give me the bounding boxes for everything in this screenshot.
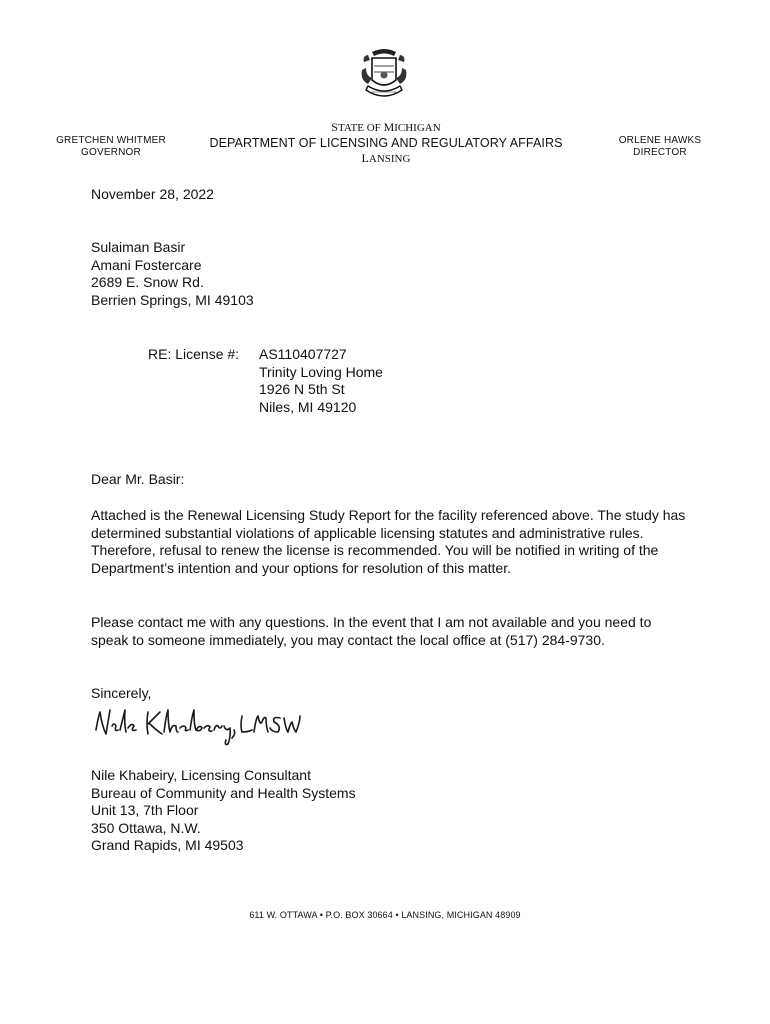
recipient-address bbox=[91, 239, 254, 309]
recipient-line: Amani Fostercare bbox=[91, 256, 202, 273]
director-name: ORLENE HAWKS bbox=[618, 135, 702, 146]
governor-title: GOVERNOR bbox=[81, 147, 141, 158]
footer-address: 611 W. OTTAWA • P.O. BOX 30664 • LANSING, MICHIGAN 48909 bbox=[249, 910, 521, 920]
letter-date: November 28, 2022 bbox=[91, 186, 214, 202]
sender-block bbox=[91, 767, 356, 855]
re-details bbox=[259, 346, 383, 416]
sender-line: Grand Rapids, MI 49503 bbox=[91, 837, 244, 853]
state-line bbox=[200, 120, 572, 135]
state-rest: TATE OF bbox=[337, 122, 384, 134]
sender-line: Bureau of Community and Health Systems bbox=[91, 784, 356, 801]
governor-block bbox=[52, 135, 170, 159]
sender-line: Unit 13, 7th Floor bbox=[91, 802, 199, 818]
director-title: DIRECTOR bbox=[633, 147, 687, 158]
recipient-line: 2689 E. Snow Rd. bbox=[91, 274, 204, 290]
sender-line: Nile Khabeiry, Licensing Consultant bbox=[91, 767, 311, 783]
body-paragraph-1: Attached is the Renewal Licensing Study Report for the facility referenced above. The study has determined substantial violations of applicable licensing statutes and administrative rules. Therefore, refusal to renew the license is recommended. You will be notified in writing of the Department’s intention and your options for resolution of this matter. bbox=[91, 507, 686, 576]
salutation: Dear Mr. Basir: bbox=[91, 471, 185, 487]
re-line: Niles, MI 49120 bbox=[259, 398, 357, 415]
michigan-state-seal-icon bbox=[358, 46, 410, 104]
sender-line: 350 Ottawa, N.W. bbox=[91, 819, 201, 836]
department-header bbox=[200, 120, 572, 167]
department-name: DEPARTMENT OF LICENSING AND REGULATORY AFFAIRS bbox=[209, 136, 563, 150]
city-rest: ANSING bbox=[368, 153, 411, 165]
governor-name: GRETCHEN WHITMER bbox=[56, 135, 166, 146]
director-block bbox=[608, 135, 712, 159]
city-initial: L bbox=[361, 151, 369, 165]
re-line: Trinity Loving Home bbox=[259, 363, 383, 380]
re-label: RE: License #: bbox=[148, 346, 240, 362]
recipient-line: Berrien Springs, MI 49103 bbox=[91, 291, 254, 308]
state-m-initial: M bbox=[383, 120, 395, 134]
recipient-line: Sulaiman Basir bbox=[91, 239, 186, 255]
re-line: 1926 N 5th St bbox=[259, 381, 345, 397]
state-initial: S bbox=[331, 120, 338, 134]
body-paragraph-2: Please contact me with any questions. In the event that I am not available and you need to speak to someone immediately, you may contact the local office at (517) 284-9730. bbox=[91, 614, 652, 648]
handwritten-signature bbox=[90, 700, 305, 750]
city-line bbox=[200, 151, 572, 167]
closing: Sincerely, bbox=[91, 685, 152, 701]
state-rest-2: ICHIGAN bbox=[394, 122, 441, 134]
re-line: AS110407727 bbox=[259, 346, 347, 362]
